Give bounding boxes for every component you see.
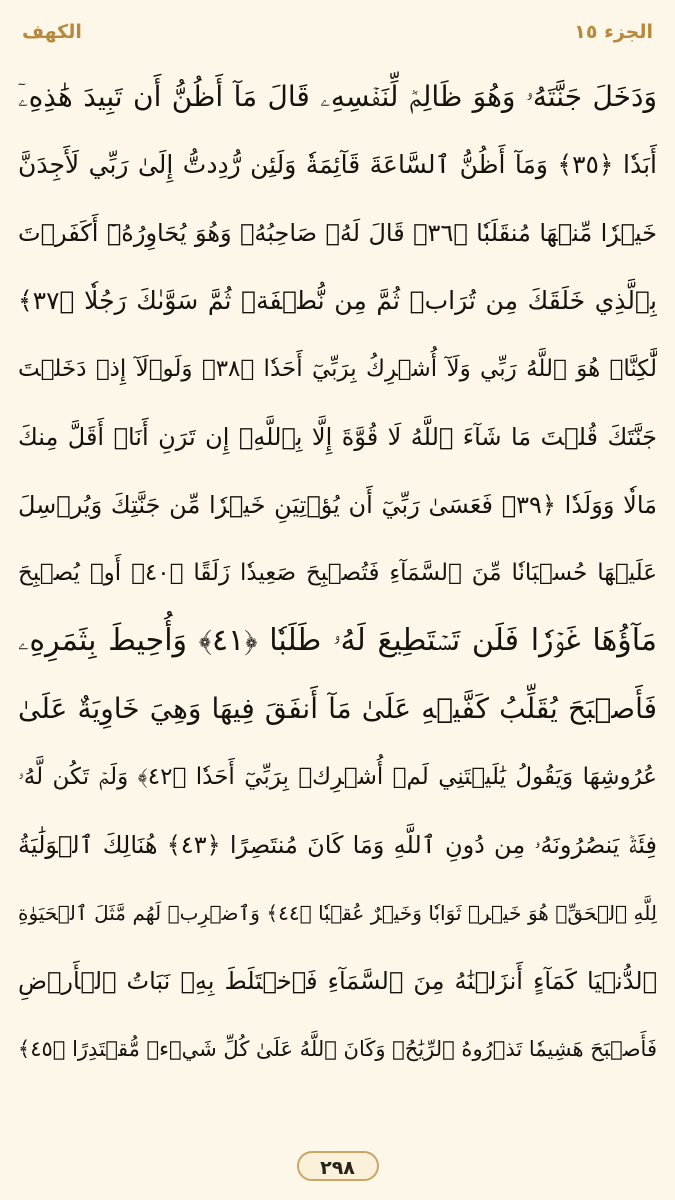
text-line: جَنَّتَكَ قُلۡتَ مَا شَآءَ ٱللَّهُ لَا قُوَّةَ إِلَّا بِٱللَّهِۚ إِن تَرَنِ أَنَا۠ أَقَلَّ مِنكَ bbox=[18, 423, 657, 451]
text-line: لَّٰكِنَّا۠ هُوَ ٱللَّهُ رَبِّي وَلَآ أُشۡرِكُ بِرَبِّيٓ أَحَدٗا ﴿٣٨﴾ وَلَوۡلَآ إِذۡ دَخَلۡتَ bbox=[18, 356, 657, 382]
text-line: ٱلدُّنۡيَا كَمَآءٍ أَنزَلۡنَٰهُ مِنَ ٱلسَّمَآءِ فَٱخۡتَلَطَ بِهِۦ نَبَاتُ ٱلۡأَرۡضِ bbox=[18, 967, 657, 995]
text-line: عُرُوشِهَا وَيَقُولُ يَٰلَيۡتَنِي لَمۡ أُشۡرِكۡ بِرَبِّيٓ أَحَدٗا ﴿٤٢﴾ وَلَمۡ تَكُن لَّهُۥ bbox=[18, 764, 657, 790]
text-line: وَدَخَلَ جَنَّتَهُۥ وَهُوَ ظَالِمٞ لِّنَفۡسِهِۦ قَالَ مَآ أَظُنُّ أَن تَبِيدَ هَٰذِهِۦٓ bbox=[18, 80, 657, 113]
text-line: عَلَيۡهَا حُسۡبَانٗا مِّنَ ٱلسَّمَآءِ فَتُصۡبِحَ صَعِيدٗا زَلَقًا ﴿٤٠﴾ أَوۡ يُصۡبِحَ bbox=[18, 560, 657, 586]
text-line: بِٱلَّذِي خَلَقَكَ مِن تُرَابٖ ثُمَّ مِن نُّطۡفَةٖ ثُمَّ سَوَّىٰكَ رَجُلٗا ﴿٣٧﴾ bbox=[18, 286, 657, 315]
juz-label: الجزء ١٥ bbox=[574, 21, 653, 43]
text-line: فَأَصۡبَحَ هَشِيمٗا تَذۡرُوهُ ٱلرِّيَٰحُۗ وَكَانَ ٱللَّهُ عَلَىٰ كُلِّ شَيۡءٖ مُّقۡتَدِرًا ﴿٤٥﴾ bbox=[18, 1037, 657, 1061]
text-line: خَيۡرٗا مِّنۡهَا مُنقَلَبٗا ﴿٣٦﴾ قَالَ لَهُۥ صَاحِبُهُۥ وَهُوَ يُحَاوِرُهُۥٓ أَكَفَرۡتَ bbox=[18, 219, 657, 247]
text-line: لِلَّهِ ٱلۡحَقِّۚ هُوَ خَيۡرٞ ثَوَابٗا وَخَيۡرٌ عُقۡبٗا ﴿٤٤﴾ وَٱضۡرِبۡ لَهُم مَّثَلَ ٱلۡحَيَوٰةِ bbox=[18, 901, 657, 925]
text-line: مَآؤُهَا غَوۡرٗا فَلَن تَسۡتَطِيعَ لَهُۥ طَلَبٗا ﴿٤١﴾ وَأُحِيطَ بِثَمَرِهِۦ bbox=[18, 623, 657, 658]
text-line: أَبَدٗا ﴿٣٥﴾ وَمَآ أَظُنُّ ٱلسَّاعَةَ قَآئِمَةٗ وَلَئِن رُّدِدتُّ إِلَىٰ رَبِّي لَأَجِدَنَّ bbox=[18, 150, 657, 179]
page-number-badge: ٢٩٨ bbox=[297, 1151, 379, 1181]
page-footer bbox=[0, 1148, 675, 1184]
text-line: فِئَةٞ يَنصُرُونَهُۥ مِن دُونِ ٱللَّهِ وَمَا كَانَ مُنتَصِرًا ﴿٤٣﴾ هُنَالِكَ ٱلۡوَلَٰيَةُ bbox=[18, 831, 657, 859]
surah-name: الكهف bbox=[22, 21, 82, 43]
text-line: مَالٗا وَوَلَدٗا ﴿٣٩﴾ فَعَسَىٰ رَبِّيٓ أَن يُؤۡتِيَنِ خَيۡرٗا مِّن جَنَّتِكَ وَيُرۡسِلَ bbox=[18, 491, 657, 519]
text-line: فَأَصۡبَحَ يُقَلِّبُ كَفَّيۡهِ عَلَىٰ مَآ أَنفَقَ فِيهَا وَهِيَ خَاوِيَةٌ عَلَىٰ bbox=[18, 692, 657, 725]
page-header bbox=[22, 14, 653, 50]
